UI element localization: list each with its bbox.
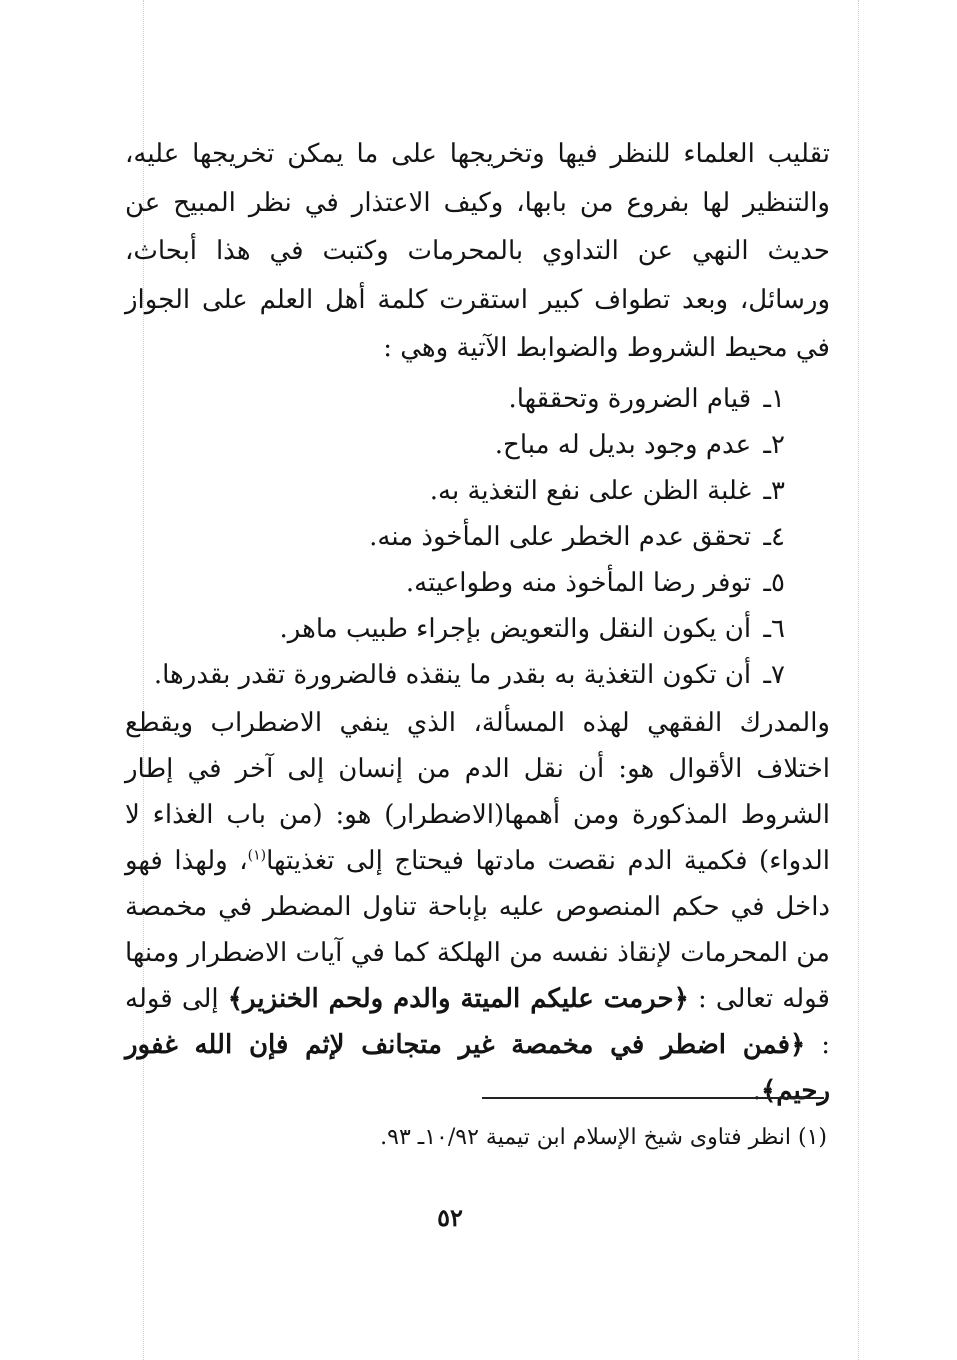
list-item — [125, 376, 785, 422]
list-item — [125, 652, 785, 698]
paragraph-ruling-end: . — [752, 1076, 761, 1106]
footnote-divider — [482, 1097, 824, 1099]
list-item-text: توفر رضا المأخوذ منه وطواعيته. — [405, 568, 752, 598]
list-item-text: تحقق عدم الخطر على المأخوذ منه. — [369, 522, 752, 552]
paragraph-ruling — [125, 700, 830, 1114]
list-item — [125, 422, 785, 468]
list-item — [125, 606, 785, 652]
list-item-number: ٤ـ — [763, 522, 785, 552]
list-item-text: أن يكون النقل والتعويض بإجراء طبيب ماهر. — [279, 614, 752, 644]
paragraph-ruling-text-3: إلى قوله : — [125, 984, 831, 1060]
scan-artifact-line — [858, 0, 859, 1360]
list-item-text: أن تكون التغذية به بقدر ما ينقذه فالضرورة تقدر بقدرها. — [153, 660, 752, 690]
list-item — [125, 514, 785, 560]
list-item-text: عدم وجود بديل له مباح. — [494, 430, 752, 460]
list-item-number: ٢ـ — [763, 430, 785, 460]
page-number: ٥٢ — [437, 1203, 463, 1232]
paragraph-intro — [125, 130, 830, 373]
list-item-number: ٣ـ — [763, 476, 785, 506]
list-item — [125, 560, 785, 606]
conditions-list — [125, 376, 785, 698]
quran-quote: ﴿فمن اضطر في مخمصة غير متجانف لإثم فإن الله غفور رحيم﴾ — [125, 1030, 830, 1106]
list-item-number: ٦ـ — [763, 614, 785, 644]
list-item — [125, 468, 785, 514]
footnote-reference[interactable]: (١) — [247, 847, 267, 864]
paragraph-intro-text: تقليب العلماء للنظر فيها وتخريجها على ما يمكن تخريجها عليه، والتنظير لها بفروع من بابها، وكيف الاعتذار في نظر المبيح عن حديث النهي عن التداوي بالمحرمات وكتبت في هذا أبحاث، ورسائل، وبعد تطواف كبير استقرت كلمة أهل العلم على الجواز في محيط الشروط والضوابط الآتية وهي : — [125, 139, 830, 363]
list-item-text: قيام الضرورة وتحققها. — [508, 384, 752, 414]
paragraph-ruling-text-2: ، ولهذا فهو داخل في حكم المنصوص عليه بإباحة تناول المضطر في مخمصة من المحرمات لإنقاذ نفسه من الهلكة كما في آيات الاضطرار ومنها قوله تعالى : — [125, 846, 830, 1014]
list-item-number: ٧ـ — [763, 660, 785, 690]
list-item-number: ١ـ — [763, 384, 785, 414]
footnote: (١) انظر فتاوى شيخ الإسلام ابن تيمية ١٠/٩٢ـ ٩٣. — [380, 1125, 827, 1150]
quran-quote: ﴿حرمت عليكم الميتة والدم ولحم الخنزير﴾ — [227, 984, 689, 1014]
list-item-number: ٥ـ — [763, 568, 785, 598]
paragraph-ruling-text-1: والمدرك الفقهي لهذه المسألة، الذي ينفي الاضطراب ويقطع اختلاف الأقوال هو: أن نقل الدم من إنسان إلى آخر في إطار الشروط المذكورة ومن أهمها(الاضطرار) هو: (من باب الغذاء لا الدواء) فكمية الدم نقصت مادتها فيحتاج إلى تغذيتها — [125, 708, 830, 876]
list-item-text: غلبة الظن على نفع التغذية به. — [429, 476, 752, 506]
